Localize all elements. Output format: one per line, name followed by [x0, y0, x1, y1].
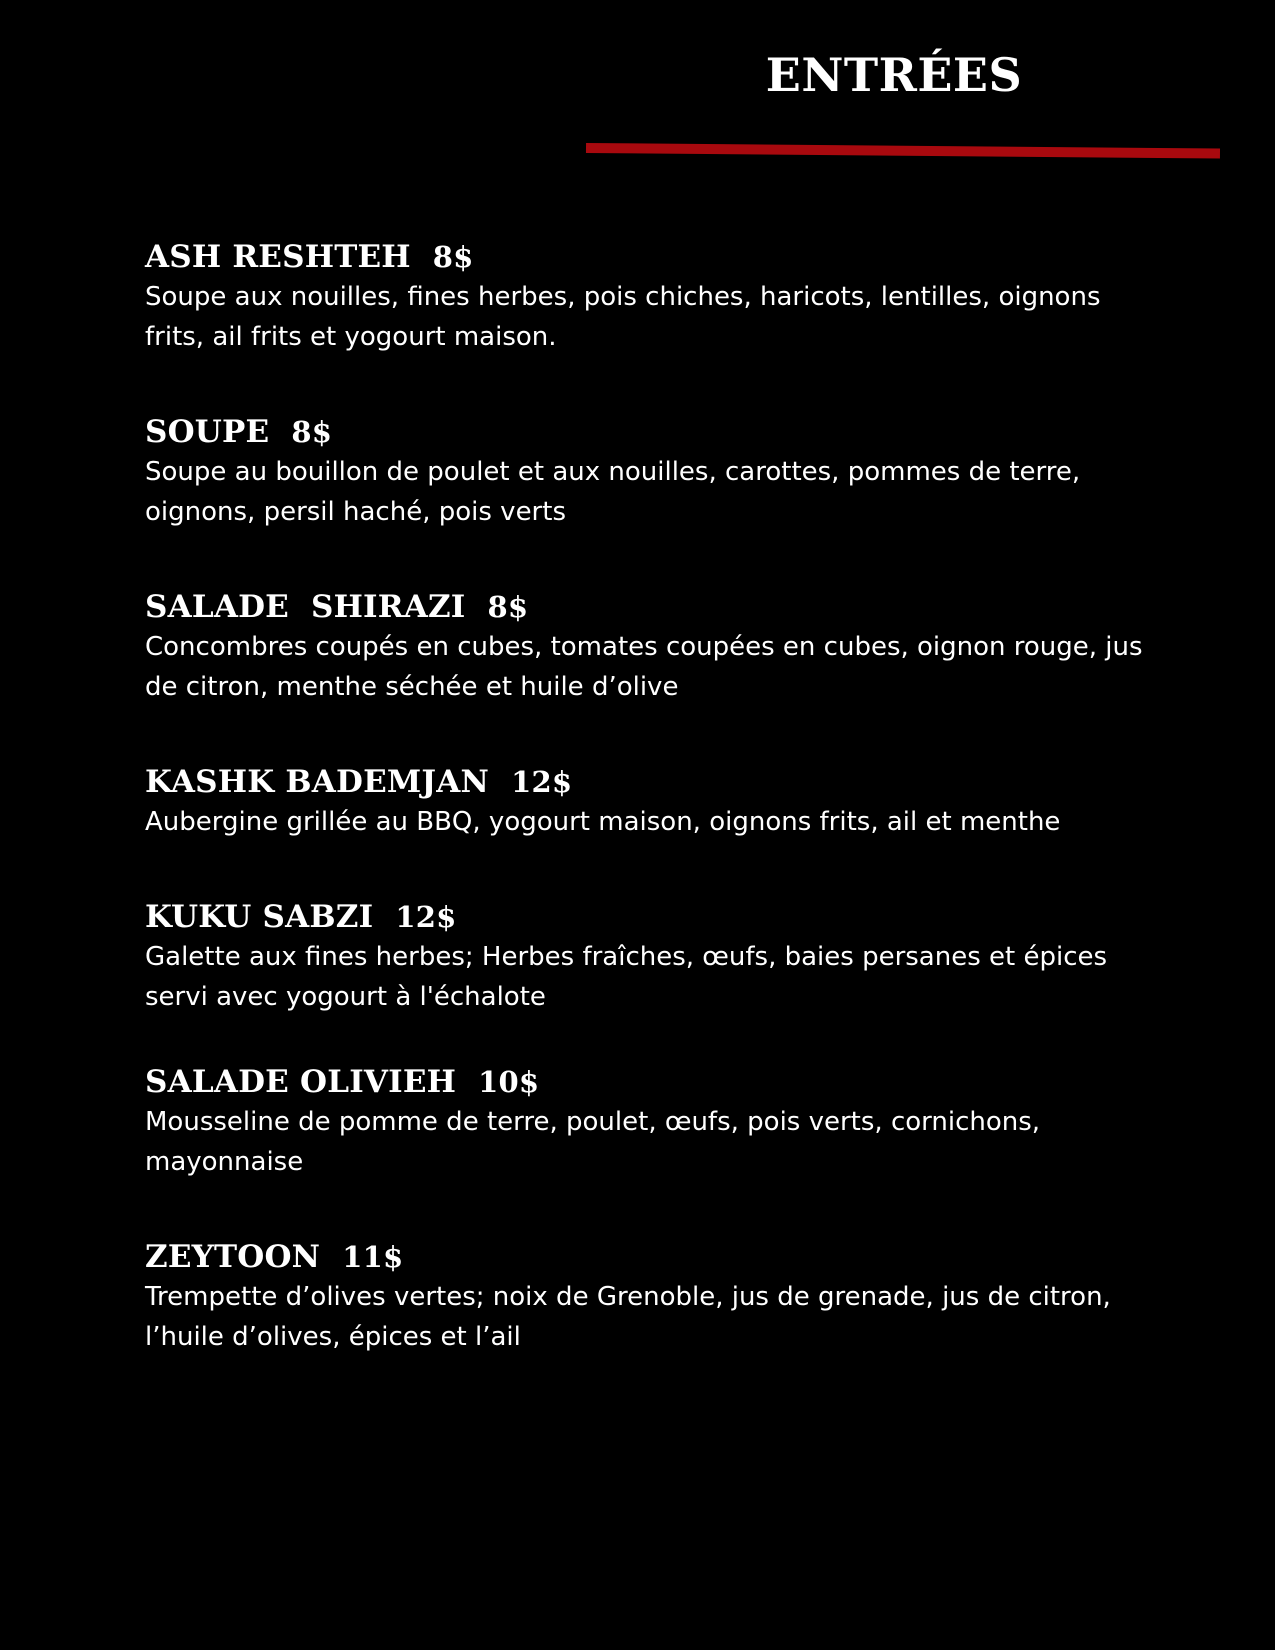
- menu-item-heading: [145, 762, 1145, 802]
- menu-item-description: Soupe au bouillon de poulet et aux nouilles, carottes, pommes de terre, oignons, persil haché, pois verts: [145, 457, 1081, 527]
- menu-item-soupe: [145, 412, 1145, 532]
- menu-item-description: Soupe aux nouilles, fines herbes, pois chiches, haricots, lentilles, oignons frits, ail frits et yogourt maison.: [145, 282, 1101, 352]
- menu-item-heading: [145, 412, 1145, 452]
- menu-item-price: 11$: [342, 1240, 404, 1274]
- menu-item-description: Trempette d’olives vertes; noix de Grenoble, jus de grenade, jus de citron, l’huile d’olives, épices et l’ail: [145, 1282, 1111, 1352]
- menu-item-heading: [145, 1237, 1145, 1277]
- menu-item-heading: [145, 237, 1145, 277]
- menu-item-price: 12$: [511, 765, 573, 799]
- menu-item-price: 10$: [478, 1065, 540, 1099]
- menu-item-kashk-bademjan: [145, 762, 1145, 842]
- menu-item-name: ZEYTOON: [145, 1239, 321, 1275]
- menu-item-heading: [145, 897, 1145, 937]
- menu-item-kuku-sabzi: [145, 897, 1145, 1017]
- menu-item-price: 8$: [432, 240, 474, 274]
- menu-item-name: SALADE OLIVIEH: [145, 1064, 457, 1100]
- menu-item-description: Aubergine grillée au BBQ, yogourt maison, oignons frits, ail et menthe: [145, 807, 1061, 837]
- menu-item-description: Concombres coupés en cubes, tomates coupées en cubes, oignon rouge, jus de citron, menthe séchée et huile d’olive: [145, 632, 1143, 702]
- menu-item-price: 8$: [487, 590, 529, 624]
- menu-item-price: 12$: [395, 900, 457, 934]
- menu-item-name: SOUPE: [145, 414, 270, 450]
- page-title: ENTRÉES: [765, 48, 1023, 102]
- menu-item-price: 8$: [291, 415, 333, 449]
- menu-item-zeytoon: [145, 1237, 1145, 1357]
- menu-item-name: KASHK BADEMJAN: [145, 764, 490, 800]
- menu-item-salade-olivieh: [145, 1062, 1145, 1182]
- menu-item-name: ASH RESHTEH: [145, 239, 411, 275]
- menu-item-name: KUKU SABZI: [145, 899, 374, 935]
- menu-item-description: Galette aux fines herbes; Herbes fraîches, œufs, baies persanes et épices servi avec yogourt à l'échalote: [145, 942, 1108, 1012]
- menu-item-heading: [145, 587, 1145, 627]
- menu-item-ash-reshteh: [145, 237, 1145, 357]
- menu-item-description: Mousseline de pomme de terre, poulet, œufs, pois verts, cornichons, mayonnaise: [145, 1107, 1041, 1177]
- menu-item-heading: [145, 1062, 1145, 1102]
- menu-item-salade-shirazi: [145, 587, 1145, 707]
- title-underline: [586, 143, 1220, 159]
- menu-item-name: SALADE SHIRAZI: [145, 589, 466, 625]
